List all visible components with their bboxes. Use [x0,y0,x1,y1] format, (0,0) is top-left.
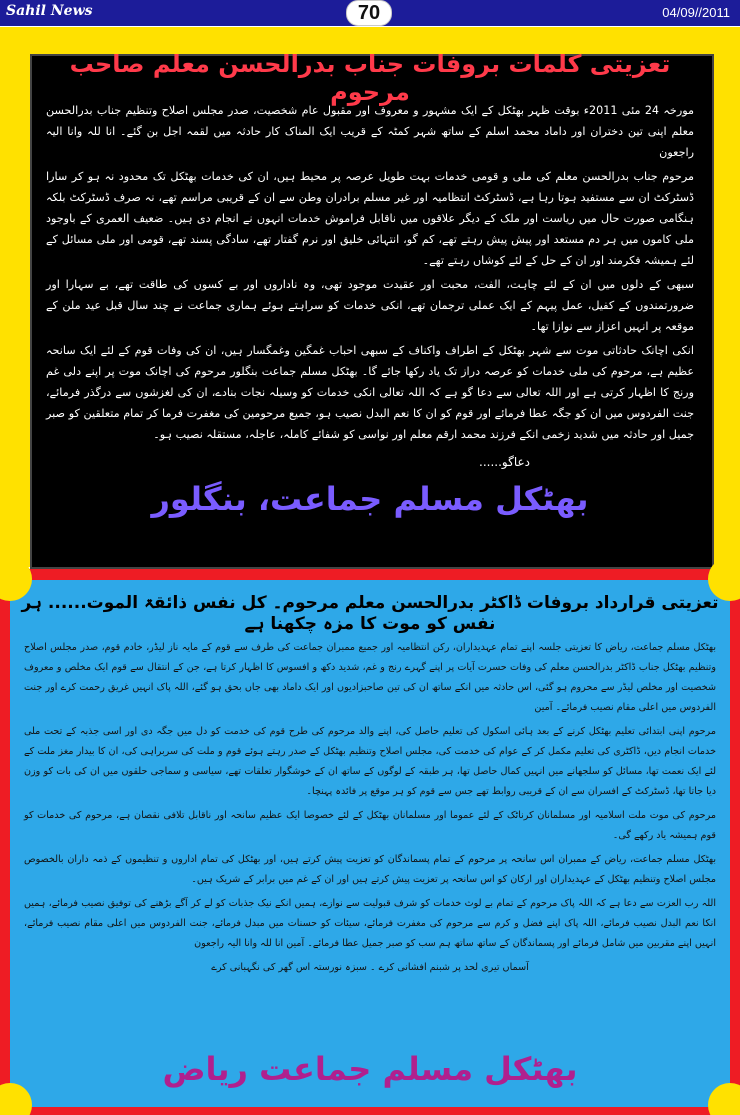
resolution-body [24,638,716,982]
closing-verse: آسماں تیری لحد پر شبنم افشانی کرے ۔ سبزہ نورستہ اس گھر کی نگہبانی کرے [211,962,529,973]
notice-paragraph: مورخہ 24 مئی 2011ء بوقت ظہر بھٹکل کے ایک مشہور و معروف اور مقبول عام شخصیت، صدر مجلس اصلاح وتنظیم جناب بدرالحسن معلم اپنی تین دختران اور داماد محمد اسلم کے ساتھ شہر کمٹہ کے قریب ایک المناک کار حادثہ میں لقمہ اجل بن گئے۔ انا للہ وانا الیہ راجعون [46,104,695,159]
resolution-paragraph: اللہ رب العزت سے دعا ہے کہ اللہ پاک مرحوم کے تمام بے لوث خدمات کو شرف قبولیت سے نوازے، ہمیں انکے نیک جذبات کو لے کر آگے بڑھنے کی توفیق نصیب فرمائے، ہمیں انکا نعم البدل نصیب فرمائے، اللہ پاک اپنے فضل و کرم سے مرحوم کی مغفرت فرمائے، سیئات کو حسنات میں مبدل فرمائے، جنت الفردوس میں اعلی مقام نصیب فرمائے، انہیں اپنے مقربین میں شامل فرمائے اور پسماندگان کے ساتھ ساتھ ہم سب کو صبر جمیل عطا فرمائے۔ آمین انا للہ وانا الیہ راجعون [24,898,716,949]
signature-riyadh: بھٹکل مسلم جماعت ریاض [162,1050,578,1088]
notice-title: تعزیتی کلمات بروفات جناب بدرالحسن معلم صاحب مرحوم [69,50,671,106]
notice-paragraph: سبھی کے دلوں میں ان کے لئے چاہت، الفت، محبت اور عقیدت موجود تھی، وہ ناداروں اور بے کسوں کی طاقت تھے، بے سہارا اور ضرورتمندوں کے کفیل، عمل پیہم کے ایک عملی ترجمان تھے، انکی خدمات کو سراہتے ہوئے ہماری جماعت نے چند سال قبل عید ملن کے موقعہ پر انہیں اعزاز سے نوازا تھا۔ [46,278,694,333]
resolution-paragraph: بھٹکل مسلم جماعت، ریاض کا تعزیتی جلسہ اپنے تمام عہدیداران، رکن انتظامیہ اور جمیع ممبران جماعت کی طرف سے قوم کے مایہ ناز لیڈر، خادم قوم، صدر مجلس اصلاح وتنظیم بھٹکل جناب ڈاکٹر بدرالحسن معلم کی وفات حسرت آیات پر اپنے گہرے رنج و غم، شدید دکھ و افسوس کا اظہار کرتا ہے، جن کے انتقال سے قوم ایک مخلص و معروف شخصیت اور مخلص لیڈر سے محروم ہو گئی، اس حادثہ میں انکے ساتھ ان کی تین صاحبزادیوں اور ایک داماد بھی جاں بحق ہو گئے، اللہ پاک انہیں غریق رحمت کرے اور جنت الفردوس میں اعلی مقام نصیب فرمائے۔ آمین [24,642,716,713]
issue-date: 04/09//2011 [662,5,730,20]
notice-paragraph: انکی اچانک حادثاتی موت سے شہر بھٹکل کے اطراف واکناف کے سبھی احباب غمگین وغمگسار ہیں، ان کی وفات قوم کے لئے ایک سانحہ عظیم ہے، مرحوم کی ملی خدمات کو عرصہ دراز تک یاد رکھا جائے گا۔ بھٹکل مسلم جماعت بنگلور مرحوم کی اچانک موت پر اپنے دلی غم ورنج کا اظہار کرتی ہے اور اللہ تعالی سے دعا گو ہے کہ اللہ تعالی انکی خدمات کو وسیلہ نجات بنادے، ان کی لغزشوں سے درگذر فرمائے، جنت الفردوس میں ان کو جگہ عطا فرمائے اور قوم کو ان کا نعم البدل نصیب ہو، جمیع مرحومین کی مغفرت فرما کر تمام متعلقین کو صبر جمیل اور حادثہ میں شدید زخمی انکے فرزند محمد ارقم معلم اور نواسی کو شفائے کاملہ، عاجلہ، مستقلہ نصیب ہو۔ [46,344,694,441]
resolution-paragraph: مرحوم اپنی ابتدائی تعلیم بھٹکل کرنے کے بعد ہائی اسکول کی تعلیم حاصل کی، اپنے والد مرحوم کی طرح قوم کی خدمت کو دل میں جگہ دی اور اسی جذبہ کے تحت ملی خدمات انجام دیں، ڈاکٹری کی تعلیم مکمل کر کے عوام کی خدمت کی، مجلس اصلاح وتنظیم بھٹکل کے صدر رہتے ہوئے قوم و ملت کی سربراہی کی، ان کا بیدار مغز ملت کے لئے ایک نعمت تھا، مسائل کو سلجھانے میں انہیں کمال حاصل تھا، ہر طبقہ کے لوگوں کے ساتھ ان کے خوشگوار تعلقات تھے، سیاسی و سماجی حلقوں میں ان کی بات کو وزن دیا جاتا تھا، ڈسٹرکٹ کے افسران سے ان کے قریبی روابط تھے جس سے قوم کو ہر موقع پر فائدہ پہنچا۔ [24,726,716,797]
resolution-paragraph: بھٹکل مسلم جماعت، ریاض کے ممبران اس سانحہ پر مرحوم کے تمام پسماندگان کو تعزیت پیش کرتے ہیں، اور بھٹکل کی تمام اداروں و تنظیموں کے ذمہ داران بالخصوص مجلس اصلاح وتنظیم بھٹکل کے عہدیداران اور ارکان کو اس سانحہ پر تعزیت پیش کرتے ہیں اور ان کے غم میں برابر کے شریک ہیں۔ [24,854,716,885]
notice-body [46,100,694,448]
resolution-paragraph: مرحوم کی موت ملت اسلامیہ اور مسلمانان کرناٹک کے لئے عموما اور مسلمانان بھٹکل کے لئے خصوصا ایک عظیم سانحہ اور ناقابل تلافی نقصان ہے، مرحوم کی خدمات کو قوم ہمیشہ یاد رکھے گی۔ [24,810,716,841]
page-number: 70 [346,0,392,26]
notice-paragraph: مرحوم جناب بدرالحسن معلم کی ملی و قومی خدمات بہت طویل عرصہ پر محیط ہیں، ان کی خدمات بھٹکل تک محدود نہ ہو کر سارا ڈسٹرکٹ ان سے مستفید ہوتا رہا ہے، ڈسٹرکٹ انتظامیہ اور غیر مسلم برادران وطن سے ان کے قریبی مراسم تھے، نہ صرف ڈسٹرکٹ بلکہ ہنگامی صورت حال میں ریاست اور ملک کے دیگر علاقوں میں ناقابل فراموش خدمات انہوں نے انجام دی ہیں۔ ضعیف العمری کے باوجود ملی کاموں میں ہر دم مستعد اور پیش پیش رہتے تھے، کم گو، انتہائی خلیق اور نرم گفتار تھے، سادگی پسند تھے، قومی اور ملی مسائل کے لئے ہمیشہ فکرمند اور ان کے حل کے لئے کوشاں رہتے تھے۔ [46,170,694,267]
page-header [0,0,740,26]
publication-name: Sahil News [6,3,93,19]
resolution-title: تعزیتی قرارداد بروفات ڈاکٹر بدرالحسن معلم مرحوم۔ کل نفس ذائقۃ الموت...... ہر نفس کو موت کا مزہ چکھنا ہے [21,593,719,634]
signature-bangalore: بھٹکل مسلم جماعت، بنگلور [151,480,589,518]
dua-label: دعاگو...... [479,455,530,469]
